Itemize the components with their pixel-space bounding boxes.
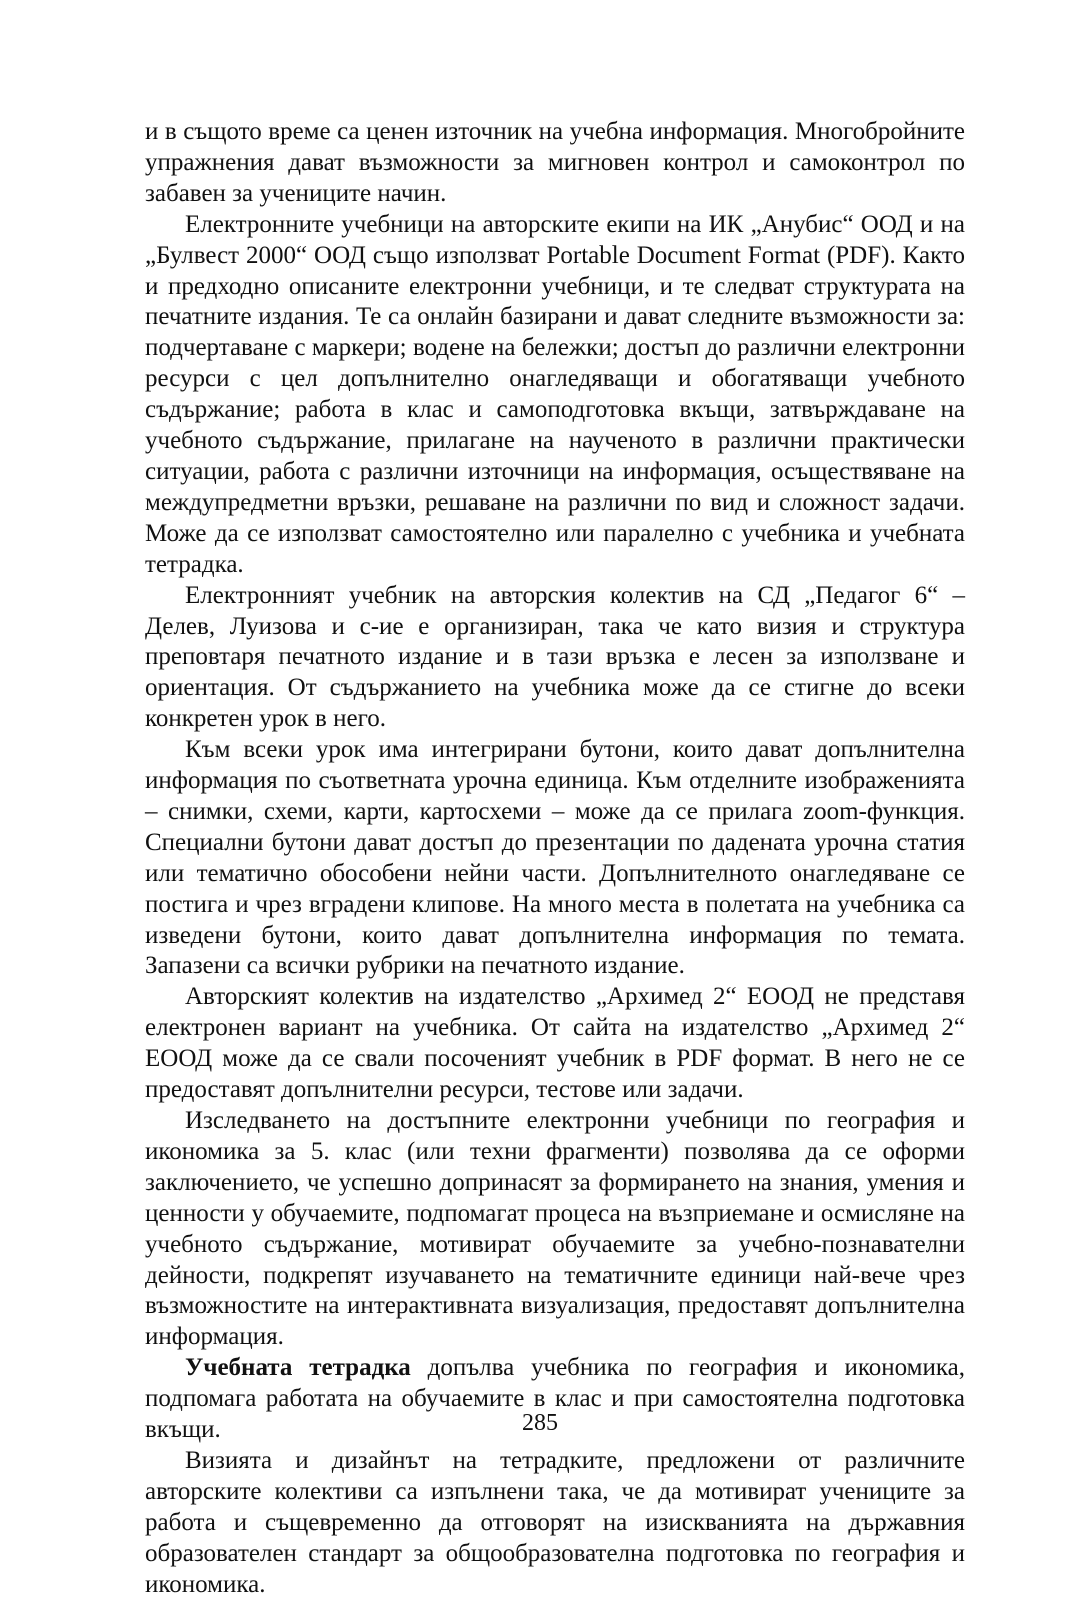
page-number: 285 <box>522 1410 558 1436</box>
paragraph-anubis-bulvest: Електронните учебници на авторските екипи на ИК „Анубис“ ООД и на „Булвест 2000“ ООД също използват Portable Document Format (PDF). Както и предходно описаните електронни учебници, и те следват структурата на печатните издания. Те са онлайн базирани и дават следните възможности за: подчертаване с маркери; водене на бележки; достъп до различни електронни ресурси с цел допълнително онагледяващи и обогатяващи учебното съдържание; работа в клас и самоподготовка вкъщи, затвърждаване на учебното съдържание, прилагане на наученото в различни практически ситуации, работа с различни източници на информация, осъществяване на междупредметни връзки, решаване на различни по вид и сложност задачи. Може да се използват самостоятелно или паралелно с учебника и учебната тетрадка. <box>145 210 965 578</box>
workbook-description: допълва учебника по география и икономика, подпомага работата на обучаемите в клас и при самостоятелна подготовка вкъщи. <box>145 1354 965 1444</box>
workbook-term: Учебната тетрадка <box>185 1354 411 1382</box>
paragraph-conclusion: Изследването на достъпните електронни учебници по география и икономика за 5. клас (или техни фрагменти) позволява да се оформи заключението, че успешно допринасят за формирането на знания, умения и ценности у обучаемите, подпомагат процеса на възприемане и осмисляне на учебното съдържание, мотивират обучаемите за учебно-познавателни дейности, подкрепят изучаването на тематичните единици най-вече чрез възможностите на интерактивната визуализация, предоставят допълнителна информация. <box>145 1107 965 1351</box>
body-text <box>145 117 965 1601</box>
paragraph-continuation: и в същото време са ценен източник на учебна информация. Многобройните упражнения дават възможности за мигновен контрол и самоконтрол по забавен за учениците начин. <box>145 118 965 207</box>
paragraph-design: Визията и дизайнът на тетрадките, предложени от различните авторските колективи са изпълнени така, че да мотивират учениците за работа и същевременно да отговорят на изискванията на държавния образователен стандарт за общообразователна подготовка по география и икономика. <box>145 1446 965 1598</box>
paragraph-arhimed: Авторският колектив на издателство „Архимед 2“ ЕООД не представя електронен вариант на учебника. От сайта на издателство „Архимед 2“ ЕООД може да се свали посоченият учебник в PDF формат. В него не се предоставят допълнителни ресурси, тестове или задачи. <box>145 983 965 1104</box>
paragraph-buttons: Към всеки урок има интегрирани бутони, които дават допълнителна информация по съответната урочна единица. Към отделните изображенията – снимки, схеми, карти, картосхеми – може да се прилага zoom-функция. Специални бутони дават достъп до презентации по дадената урочна статия или тематично обособени нейни части. Допълнителното онагледяване се постига и чрез вградени клипове. На много места в полетата на учебника са изведени бутони, които дават допълнителна информация по темата. Запазени са всички рубрики на печатното издание. <box>145 736 965 980</box>
paragraph-pedagog: Електронният учебник на авторския колектив на СД „Педагог 6“ – Делев, Луизова и с-ие е организиран, така че като визия и структура преповтаря печатното издание и в тази връзка е лесен за използване и ориентация. От съдържанието на учебника може да се стигне до всеки конкретен урок в него. <box>145 581 965 733</box>
